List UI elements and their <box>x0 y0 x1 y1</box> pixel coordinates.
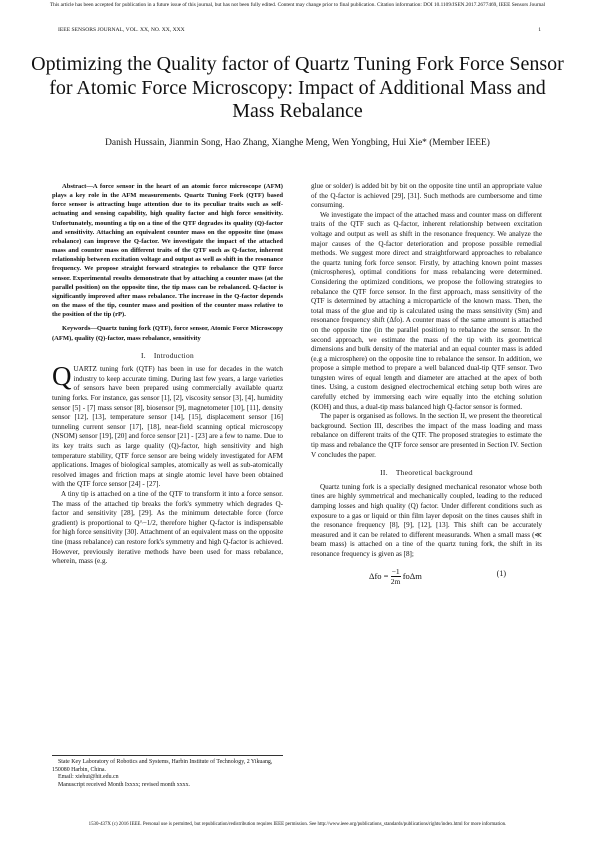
publication-banner: This article has been accepted for publication in a future issue of this journal, but has not been fully edited. Content may change prior to final publication. Citation information: DOI 10.1109/JSEN.2017.2677469, IEEE Sensors Journal <box>49 2 546 8</box>
equation-number: (1) <box>496 568 506 578</box>
equation-fraction <box>391 567 401 587</box>
footnote-manuscript: Manuscript received Month Ixxxx; revised month xxxx. <box>58 781 191 788</box>
paper-title: Optimizing the Quality factor of Quartz Tuning Fork Force Sensor for Atomic Force Microscopy: Impact of Additional Mass and Mass Rebalance <box>31 53 564 122</box>
intro-paragraph-2: A tiny tip is attached on a tine of the QTF to transform it into a force sensor. The mass of the attached tip breaks the fork's symmetry which degrades Q-factor and sensitivity [28], [29]. As the minimum detectable force (force gradient) is proportional to Q^−1/2, therefore higher Q-factor is indispensable for high force sensitivity [30]. Attachment of an equivalent mass on the opposite tine (mass rebalance) can restore fork's symmetry and high Q-factor is achieved. However, previously iterative methods have been used for mass rebalance, wherein, mass (e.g. <box>52 489 283 566</box>
section-heading-introduction <box>52 351 283 361</box>
abstract <box>52 182 283 343</box>
section-number: II. <box>380 468 388 478</box>
equation-rhs: foΔm <box>402 570 422 581</box>
author-list: Danish Hussain, Jianmin Song, Hao Zhang, Xianghe Meng, Wen Yongbing, Hui Xie* (Member IEEE) <box>105 138 490 148</box>
left-column <box>52 182 283 567</box>
footnote-affiliation: State Key Laboratory of Robotics and Systems, Harbin Institute of Technology, 2 Yikuang, 150080 Harbin, China. <box>52 759 273 773</box>
abstract-text: Abstract—A force sensor in the heart of an atomic force microscope (AFM) plays a key role in the AFM measurements. Quartz Tuning Fork (QTF) based force sensor is attracting huge attention due to its peculiar traits such as self-actuating and sensing capability, high quality factor and high force sensitivity. Unfortunately, mounting a tip on a tine of the QTF degrades its quality (Q)-factor and sensitivity. Attaching an equivalent counter mass on the opposite tine (mass rebalance) can improve the Q-factor. We investigate the impact of the attached mass and counter mass on different traits of the QTF such as Q-factor, inherent relationship between excitation voltage and output as well as shift in the resonance frequency. We propose straight forward strategies to rebalance the QTF force sensor. Experimental results demonstrate that by attaching a counter mass (at the parallel position) on the opposite tine, the tip mass can be rebalanced. Q-factor is significantly improved after mass rebalance. The increase in the Q-factor depends on the mass of the tip, counter mass and position of the counter mass relative to the position of the tip (rP). <box>52 183 283 319</box>
fraction-denominator: 2m <box>390 577 401 587</box>
keywords: Keywords—Quartz tuning fork (QTF), force sensor, Atomic Force Microscopy (AFM), quality (Q)-factor, mass rebalance, sensitivity <box>52 325 283 342</box>
section-title: Theoretical background <box>395 468 473 478</box>
intro-paragraph-1 <box>52 361 283 490</box>
footnote <box>52 755 283 789</box>
equation-body <box>369 567 422 587</box>
equation-1 <box>311 564 542 588</box>
drop-cap: Q <box>52 361 72 392</box>
background-paragraph-1: Quartz tuning fork is a specially designed mechanical resonator whose both tines are highly symmetrical and mechanically coupled, leading to the reduced damping losses and high quality (Q) factor. Under different conditions such as exposure to a gas or liquid or thin film layer deposit on the tines causes shift in the resonance frequency [8], [9], [12], [13]. This shift can be accurately measured and it can be related to different measurands. When a small mass (≪ beam mass) is attached on a tine of the quartz tuning fork, the shift in its resonance frequency is given as [8]; <box>311 482 542 558</box>
running-header <box>58 27 541 33</box>
copyright-footer: 1530-437X (c) 2016 IEEE. Personal use is permitted, but republication/redistribution requires IEEE permission. See http://www.ieee.org/publications_standards/publications/rights/index.html for more information. <box>88 822 507 827</box>
section-title: Introduction <box>153 350 195 360</box>
fraction-numerator: −1 <box>391 566 400 576</box>
footnote-email: Email: xiehui@hit.edu.cn <box>58 774 119 781</box>
section-number: I. <box>140 350 146 360</box>
right-paragraph-2: The paper is organised as follows. In the section II, we present the theoretical background. Section III, describes the impact of the mass loading and mass rebalance on different traits of the QTF. The proposed strategies to estimate the tip mass and rebalance the QTF force sensor are presented in Section IV. Section V concludes the paper. <box>311 412 542 459</box>
footnote-rule <box>52 755 283 756</box>
page-number: 1 <box>538 27 541 33</box>
intro-paragraph-1-text: UARTZ tuning fork (QTF) has been in use for decades in the watch industry to keep accurate timing. During last few years, a large varieties of sensors have been prepared using commercially available quartz tuning forks. For instance, gas sensor [1], [2], viscosity sensor [3], [4], humidity sensor [5] - [7] mass sensor [8], biosensor [9], magnetometer [10], [11], density sensor [12], [13], temperature sensor [14], [15], displacement sensor [16] tunneling current sensor [17], [18], near-field scanning optical microscopy (NSOM) sensor [19], [20] and force sensor [21] - [23] are a few to name. Due to its key traits such as large quality (Q)-factor, high sensitivity and high temperature stability, QTF force sensor are being widely investigated for AFM applications. Images of biological samples, atomically as well as sub-atomically resolved images and friction maps at single atomic level have been obtained with the QTF force sensor [24] - [27]. <box>52 365 283 489</box>
section-heading-background <box>311 468 542 478</box>
equation-lhs: Δfo = <box>369 570 389 581</box>
journal-header: IEEE SENSORS JOURNAL, VOL. XX, NO. XX, XXX <box>58 27 185 33</box>
right-paragraph-0: glue or solder) is added bit by bit on the opposite tine until an appropriate value of the Q-factor is achieved [29], [31]. Such methods are cumbersome and time consuming. <box>311 182 542 210</box>
right-paragraph-1: We investigate the impact of the attached mass and counter mass on different traits of the QTF such as Q-factor, inherent relationship between excitation voltage and output as well as shift in the resonance frequency. We analyze the major causes of the Q-factor deterioration and propose possible remedial methods. We suggest more direct and straightforward approaches to rebalance the quartz tuning fork force sensor. Firstly, by attaching known point masses (microspheres), optimal conditions for mass rebalancing were determined. Considering the optimized conditions, we propose the following strategies to rebalance the QTF force sensor. In the first approach, mass sensitivity of the QTF is determined by attaching a microparticle of the known mass. Then, the total mass of the glue and tip is calculated using the mass sensitivity (Sm) and resonance frequency shift (Δfo). A counter mass of the same amount is attached on the opposite tine (in the parallel position) to rebalance the sensor. In the second approach, we estimate the mass of the tip with its geometrical dimensions and bulk density of the material and an equal counter mass is added (e.g a microsphere) on the opposite tine to rebalance the sensor. In addition, we propose a simple method to prepare a well balanced dual-tip QTF sensor. Two tungsten wires of equal length and diameter are attached at the apex of both tines. Using, a custom designed electrochemical etching setup both wires are carefully etched by immersing each wire equally into the etching solution (KOH) and thus, a dual-tip mass balanced high Q-factor sensor is formed. <box>311 210 542 411</box>
right-column <box>311 182 542 588</box>
